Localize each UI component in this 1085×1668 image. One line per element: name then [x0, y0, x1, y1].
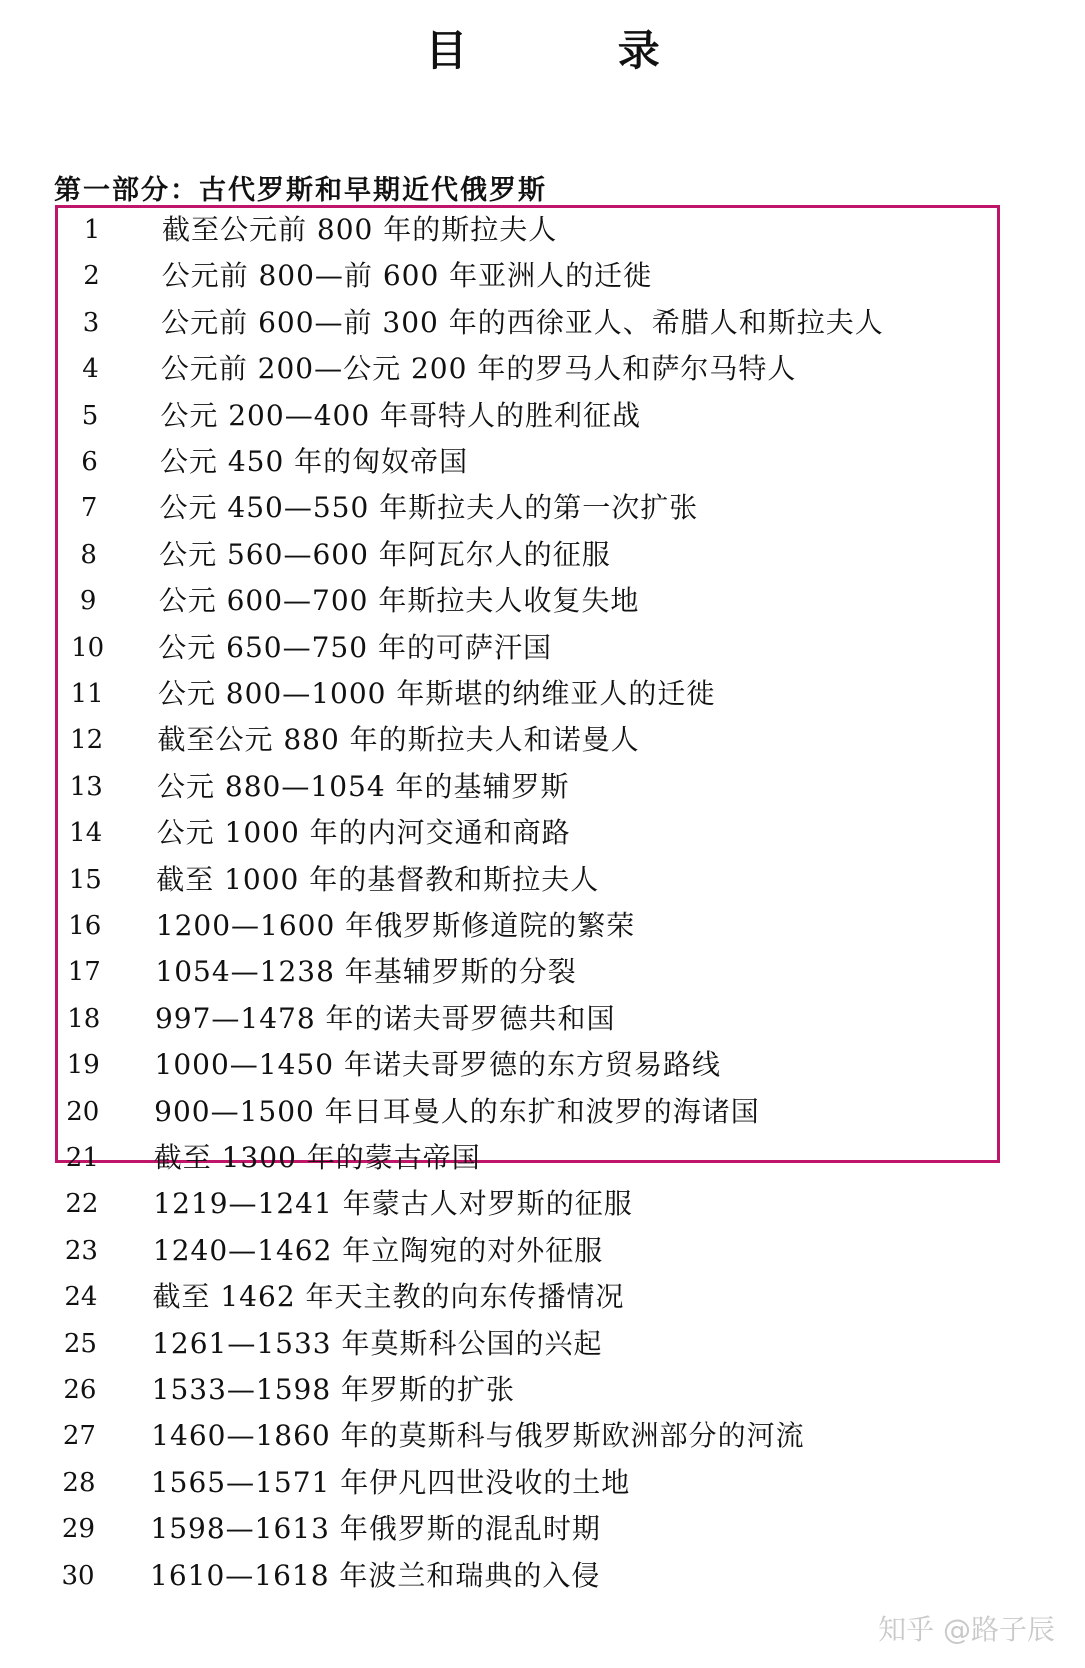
entry-title: 公元前 200—公元 200 年的罗马人和萨尔马特人 — [160, 352, 797, 386]
entry-title: 截至公元 880 年的斯拉夫人和诺曼人 — [157, 723, 640, 757]
entry-number: 26 — [63, 1375, 97, 1405]
toc-entry[interactable] — [0, 1368, 1060, 1412]
entry-title: 1240—1462 年立陶宛的对外征服 — [152, 1233, 604, 1267]
entry-title: 1610—1618 年波兰和瑞典的入侵 — [150, 1558, 601, 1592]
toc-entry[interactable] — [0, 765, 1060, 809]
entry-number: 28 — [62, 1467, 96, 1498]
entry-number: 16 — [68, 911, 102, 941]
entry-number: 9 — [79, 586, 97, 617]
entry-number: 30 — [61, 1560, 95, 1591]
entry-title: 公元 880—1054 年的基辅罗斯 — [157, 769, 570, 803]
toc-entry[interactable] — [0, 811, 1060, 855]
toc-entry[interactable] — [0, 1414, 1060, 1458]
entry-title: 1000—1450 年诺夫哥罗德的东方贸易路线 — [154, 1048, 721, 1082]
entry-number: 20 — [66, 1096, 100, 1127]
toc-entry[interactable] — [0, 208, 1060, 252]
toc-entry[interactable] — [0, 858, 1060, 902]
toc-entry[interactable] — [0, 486, 1060, 530]
page-title: 目 录 — [425, 26, 728, 75]
entry-number: 7 — [80, 493, 98, 524]
toc-entry[interactable] — [0, 394, 1060, 438]
entry-title: 公元 800—1000 年斯堪的纳维亚人的迁徙 — [157, 677, 716, 710]
entry-title: 公元 650—750 年的可萨汗国 — [158, 630, 552, 664]
entry-number: 15 — [68, 864, 102, 895]
entry-number: 13 — [69, 771, 103, 802]
toc-entry[interactable] — [0, 579, 1060, 623]
toc-entry[interactable] — [0, 1229, 1060, 1273]
entry-number: 8 — [80, 539, 97, 570]
entry-title: 公元 200—400 年哥特人的胜利征战 — [160, 398, 642, 432]
toc-entry[interactable] — [0, 440, 1060, 484]
entry-number: 6 — [81, 447, 98, 477]
entry-number: 2 — [83, 261, 100, 292]
toc-entry[interactable] — [0, 672, 1060, 716]
toc-entry[interactable] — [0, 301, 1060, 345]
toc-entry[interactable] — [0, 718, 1060, 762]
entry-number: 19 — [66, 1050, 100, 1081]
entry-number: 25 — [63, 1328, 97, 1359]
toc-entry[interactable] — [0, 254, 1060, 298]
entry-number: 21 — [65, 1143, 99, 1173]
toc-entry[interactable] — [0, 1275, 1060, 1319]
entry-number: 22 — [65, 1189, 99, 1220]
entry-title: 1219—1241 年蒙古人对罗斯的征服 — [153, 1187, 633, 1221]
entry-title: 截至 1000 年的基督教和斯拉夫人 — [156, 862, 600, 896]
entry-title: 公元 450 年的匈奴帝国 — [159, 445, 469, 478]
toc-entry[interactable] — [0, 626, 1060, 670]
entry-title: 1054—1238 年基辅罗斯的分裂 — [155, 955, 577, 989]
entry-number: 27 — [62, 1421, 96, 1452]
watermark: 知乎 @路子辰 — [878, 1613, 1055, 1646]
entry-number: 10 — [71, 632, 105, 663]
toc-entry[interactable] — [0, 1322, 1060, 1366]
toc-entry[interactable] — [0, 1090, 1060, 1134]
toc-entry[interactable] — [0, 1043, 1060, 1087]
entry-title: 截至 1300 年的蒙古帝国 — [153, 1141, 481, 1174]
entry-title: 1261—1533 年莫斯科公国的兴起 — [152, 1326, 603, 1360]
toc-entry[interactable] — [0, 347, 1060, 391]
entry-number: 4 — [82, 354, 99, 385]
toc-entry[interactable] — [0, 997, 1060, 1041]
entry-title: 1533—1598 年罗斯的扩张 — [151, 1373, 516, 1406]
toc-entry[interactable] — [0, 1554, 1060, 1598]
toc-entry[interactable] — [0, 1136, 1060, 1180]
entry-title: 公元 450—550 年斯拉夫人的第一次扩张 — [159, 491, 699, 525]
entry-number: 23 — [64, 1235, 98, 1266]
entry-title: 1200—1600 年俄罗斯修道院的繁荣 — [155, 909, 636, 942]
entry-number: 24 — [64, 1282, 98, 1313]
entry-title: 公元 1000 年的内河交通和商路 — [156, 816, 571, 850]
entry-number: 17 — [67, 957, 101, 988]
entry-number: 3 — [82, 307, 100, 338]
toc-entry[interactable] — [0, 1461, 1060, 1505]
toc-entry[interactable] — [0, 950, 1060, 994]
entry-number: 18 — [67, 1003, 101, 1034]
entry-title: 公元前 800—前 600 年亚洲人的迁徙 — [161, 259, 653, 293]
entry-title: 公元 600—700 年斯拉夫人收复失地 — [158, 584, 640, 618]
entry-number: 12 — [70, 725, 104, 756]
entry-number: 29 — [61, 1514, 96, 1545]
section-heading: 第一部分：古代罗斯和早期近代俄罗斯 — [54, 175, 547, 206]
entry-title: 900—1500 年日耳曼人的东扩和波罗的海诸国 — [154, 1094, 760, 1128]
entry-number: 1 — [83, 215, 101, 245]
entry-number: 14 — [69, 818, 103, 849]
entry-title: 1598—1613 年俄罗斯的混乱时期 — [150, 1512, 601, 1546]
entry-number: 5 — [81, 400, 99, 431]
entry-title: 公元 560—600 年阿瓦尔人的征服 — [159, 537, 611, 571]
toc-entry[interactable] — [0, 533, 1060, 577]
toc-entry[interactable] — [0, 904, 1060, 948]
entry-title: 公元前 600—前 300 年的西徐亚人、希腊人和斯拉夫人 — [161, 305, 884, 339]
entry-title: 截至 1462 年天主教的向东传播情况 — [152, 1280, 625, 1314]
toc-entry[interactable] — [0, 1182, 1060, 1226]
toc-entry[interactable] — [0, 1507, 1060, 1551]
entry-title: 截至公元前 800 年的斯拉夫人 — [162, 213, 558, 246]
entry-number: 11 — [70, 679, 104, 709]
entry-title: 1460—1860 年的莫斯科与俄罗斯欧洲部分的河流 — [151, 1419, 805, 1453]
entry-title: 997—1478 年的诺夫哥罗德共和国 — [154, 1001, 616, 1035]
entry-title: 1565—1571 年伊凡四世没收的土地 — [150, 1465, 631, 1499]
